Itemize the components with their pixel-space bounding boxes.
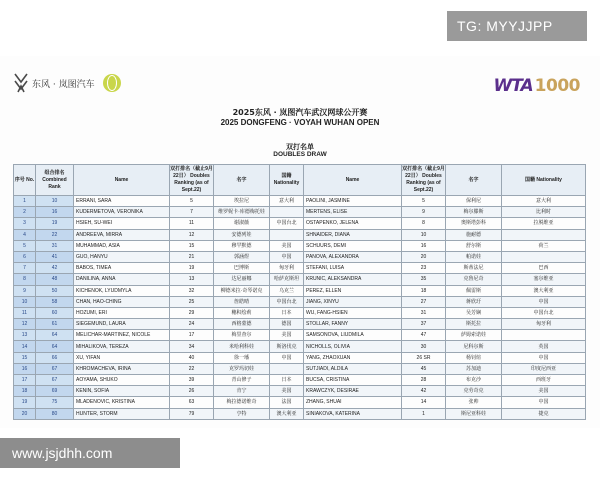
player-2-ranking: 18 [402, 285, 446, 296]
table-row [14, 240, 586, 251]
player-1-chinese-name: 青山修子 [214, 375, 270, 386]
player-1-nationality: 日本 [270, 375, 304, 386]
player-1-chinese-name: 维罗妮卡·库德梅托娃 [214, 207, 270, 218]
player-2-chinese-name: 佩雷斯 [446, 285, 502, 296]
player-2-name: SHNAIDER, DIANA [304, 229, 402, 240]
player-1-name: DANILINA, ANNA [74, 274, 170, 285]
player-1-name: KICHENOK, LYUDMYLA [74, 285, 170, 296]
player-2-name: ZHANG, SHUAI [304, 397, 402, 408]
player-1-chinese-name: 郭涵煜 [214, 251, 270, 262]
player-1-nationality: 法国 [270, 397, 304, 408]
player-1-chinese-name: 达尼丽娜 [214, 274, 270, 285]
player-2-chinese-name: 保利尼 [446, 196, 502, 207]
row-number: 4 [14, 229, 36, 240]
player-2-name: MERTENS, ELISE [304, 207, 402, 218]
player-1-nationality: 德国 [270, 319, 304, 330]
row-number: 20 [14, 408, 36, 419]
combined-rank: 69 [36, 386, 74, 397]
player-1-chinese-name: 穆罕默德 [214, 240, 270, 251]
player-2-name: SINIAKOVA, KATERINA [304, 408, 402, 419]
row-number: 11 [14, 307, 36, 318]
player-2-nationality: 中国 [502, 397, 586, 408]
player-2-chinese-name: 吴芳娴 [446, 307, 502, 318]
combined-rank: 31 [36, 240, 74, 251]
combined-rank: 75 [36, 397, 74, 408]
combined-rank: 64 [36, 341, 74, 352]
header-name-2: Name [304, 165, 402, 196]
player-1-nationality: 美国 [270, 330, 304, 341]
player-2-ranking: 31 [402, 307, 446, 318]
table-row [14, 375, 586, 386]
combined-rank: 66 [36, 352, 74, 363]
table-row [14, 408, 586, 419]
player-2-chinese-name: 斯蒂法尼 [446, 263, 502, 274]
player-2-chinese-name: 克劳奇克 [446, 386, 502, 397]
player-1-nationality: 中国台北 [270, 296, 304, 307]
player-1-ranking: 5 [170, 196, 214, 207]
row-number: 14 [14, 341, 36, 352]
table-row [14, 341, 586, 352]
player-1-nationality: 美国 [270, 240, 304, 251]
player-1-ranking: 7 [170, 207, 214, 218]
doubles-draw-table [13, 164, 586, 420]
player-2-ranking: 30 [402, 341, 446, 352]
header-name-1: Name [74, 165, 170, 196]
player-1-nationality [270, 207, 304, 218]
player-1-nationality: 匈牙利 [270, 263, 304, 274]
table-row [14, 352, 586, 363]
title-chinese: 2025东风 · 岚图汽车武汉网球公开赛 [232, 108, 368, 117]
player-2-nationality: 匈牙利 [502, 319, 586, 330]
player-2-nationality: 中国 [502, 352, 586, 363]
player-2-name: PANOVA, ALEXANDRA [304, 251, 402, 262]
combined-rank: 58 [36, 296, 74, 307]
player-2-nationality: 澳大利亚 [502, 285, 586, 296]
player-1-name: AOYAMA, SHUKO [74, 375, 170, 386]
player-1-ranking: 39 [170, 375, 214, 386]
player-2-name: KRAWCZYK, DESIRAE [304, 386, 402, 397]
player-2-ranking: 37 [402, 319, 446, 330]
wta-logo [493, 76, 580, 96]
player-1-nationality [270, 229, 304, 240]
player-2-chinese-name: 帕诺娃 [446, 251, 502, 262]
player-1-name: MUHAMMAD, ASIA [74, 240, 170, 251]
player-1-ranking: 79 [170, 408, 214, 419]
table-row [14, 330, 586, 341]
sponsor-logo [14, 72, 121, 94]
combined-rank: 16 [36, 207, 74, 218]
header-combined-rank: 组合排名 Combined Rank [36, 165, 74, 196]
player-1-nationality: 日本 [270, 307, 304, 318]
player-1-nationality: 意大利 [270, 196, 304, 207]
player-1-ranking: 25 [170, 296, 214, 307]
player-1-chinese-name: 安德列娃 [214, 229, 270, 240]
player-2-nationality: 中国台北 [502, 307, 586, 318]
subtitle-chinese: 双打名单 [286, 143, 314, 151]
header-doubles-ranking-1: 双打排名（截止9月22日） Doubles Ranking (as of Sept.22) [170, 165, 214, 196]
player-1-nationality: 乌克兰 [270, 285, 304, 296]
table-row [14, 196, 586, 207]
player-1-name: MIHALIKOVA, TEREZA [74, 341, 170, 352]
player-2-chinese-name: 舒尔斯 [446, 240, 502, 251]
player-1-chinese-name: 肯宁 [214, 386, 270, 397]
row-number: 16 [14, 363, 36, 374]
player-1-chinese-name: 亨特 [214, 408, 270, 419]
table-row [14, 274, 586, 285]
player-2-nationality: 拉脱维亚 [502, 218, 586, 229]
player-2-chinese-name: 苏加迪 [446, 363, 502, 374]
player-1-name: HOZUMI, ERI [74, 307, 170, 318]
player-2-ranking: 14 [402, 397, 446, 408]
row-number: 12 [14, 319, 36, 330]
table-row [14, 363, 586, 374]
player-2-chinese-name: 克鲁尼奇 [446, 274, 502, 285]
subtitle-english: DOUBLES DRAW [273, 151, 327, 158]
player-2-ranking: 1 [402, 408, 446, 419]
player-1-ranking: 22 [170, 363, 214, 374]
tennis-ball-icon [103, 74, 121, 92]
player-2-ranking: 28 [402, 375, 446, 386]
player-1-ranking: 34 [170, 341, 214, 352]
player-2-name: KRUNIC, ALEKSANDRA [304, 274, 402, 285]
player-2-nationality [502, 251, 586, 262]
player-2-chinese-name: 蒋欣玗 [446, 296, 502, 307]
player-1-nationality: 澳大利亚 [270, 408, 304, 419]
player-1-name: KHROMACHEVA, IRINA [74, 363, 170, 374]
player-1-chinese-name: 穗积绘莉 [214, 307, 270, 318]
header-no: 序号 No. [14, 165, 36, 196]
combined-rank: 10 [36, 196, 74, 207]
player-2-name: JIANG, XINYU [304, 296, 402, 307]
player-1-name: KUDERMETOVA, VERONIKA [74, 207, 170, 218]
player-1-name: CHAN, HAO-CHING [74, 296, 170, 307]
player-2-ranking: 20 [402, 251, 446, 262]
player-2-ranking: 5 [402, 196, 446, 207]
player-1-chinese-name: 徐一璠 [214, 352, 270, 363]
player-2-name: SUTJIADI, ALDILA [304, 363, 402, 374]
player-2-name: SCHUURS, DEMI [304, 240, 402, 251]
player-2-nationality [502, 330, 586, 341]
player-1-chinese-name: 巴博斯 [214, 263, 270, 274]
player-1-ranking: 17 [170, 330, 214, 341]
player-1-name: HSIEH, SU-WEI [74, 218, 170, 229]
player-2-name: WU, FANG-HSIEN [304, 307, 402, 318]
player-2-ranking: 26 SR [402, 352, 446, 363]
player-2-chinese-name: 布克沙 [446, 375, 502, 386]
player-1-chinese-name: 柳德米拉·奇琴诺克 [214, 285, 270, 296]
combined-rank: 64 [36, 330, 74, 341]
player-1-nationality [270, 363, 304, 374]
row-number: 13 [14, 330, 36, 341]
player-2-ranking: 27 [402, 296, 446, 307]
player-2-nationality: 荷兰 [502, 240, 586, 251]
site-watermark: www.jsjdhh.com [0, 438, 180, 468]
player-2-nationality: 中国 [502, 296, 586, 307]
player-2-chinese-name: 施耐德 [446, 229, 502, 240]
table-row [14, 296, 586, 307]
row-number: 8 [14, 274, 36, 285]
sponsor-logo-text: 东风 · 岚图汽车 [32, 79, 95, 90]
player-2-nationality: 塞尔维亚 [502, 274, 586, 285]
player-1-nationality: 美国 [270, 386, 304, 397]
player-2-name: PEREZ, ELLEN [304, 285, 402, 296]
combined-rank: 60 [36, 307, 74, 318]
row-number: 1 [14, 196, 36, 207]
player-2-chinese-name: 梅尔滕斯 [446, 207, 502, 218]
player-2-nationality: 印度尼西亚 [502, 363, 586, 374]
row-number: 10 [14, 296, 36, 307]
row-number: 19 [14, 397, 36, 408]
player-2-chinese-name: 尼科尔斯 [446, 341, 502, 352]
table-row [14, 207, 586, 218]
player-1-ranking: 13 [170, 274, 214, 285]
player-2-name: NICHOLLS, OLIVIA [304, 341, 402, 352]
player-1-name: MELICHAR-MARTINEZ, NICOLE [74, 330, 170, 341]
player-2-chinese-name: 斯托拉 [446, 319, 502, 330]
player-2-chinese-name: 奥斯塔彭科 [446, 218, 502, 229]
player-1-name: MLADENOVIC, KRISTINA [74, 397, 170, 408]
player-2-name: STEFANI, LUISA [304, 263, 402, 274]
player-1-ranking: 19 [170, 263, 214, 274]
header-nationality-1: 国籍 Nationality [270, 165, 304, 196]
player-1-name: SIEGEMUND, LAURA [74, 319, 170, 330]
table-row [14, 251, 586, 262]
header-doubles-ranking-2: 双打排名（截止9月22日） Doubles Ranking (as of Sept.22) [402, 165, 446, 196]
player-1-chinese-name: 埃拉尼 [214, 196, 270, 207]
player-2-chinese-name: 萨姆索诺娃 [446, 330, 502, 341]
player-1-ranking: 24 [170, 319, 214, 330]
combined-rank: 50 [36, 285, 74, 296]
player-1-chinese-name: 克罗玛切娃 [214, 363, 270, 374]
player-1-nationality: 中国台北 [270, 218, 304, 229]
table-row [14, 386, 586, 397]
player-1-ranking: 29 [170, 307, 214, 318]
player-2-nationality: 巴西 [502, 263, 586, 274]
header-nationality-2: 国籍 Nationality [502, 165, 586, 196]
draw-sheet [0, 56, 600, 428]
player-1-ranking: 15 [170, 240, 214, 251]
dongfeng-logo-icon [14, 72, 28, 94]
player-2-ranking: 45 [402, 363, 446, 374]
player-1-nationality: 斯洛伐克 [270, 341, 304, 352]
player-2-name: YANG, ZHAOXUAN [304, 352, 402, 363]
row-number: 3 [14, 218, 36, 229]
player-1-name: ERRANI, SARA [74, 196, 170, 207]
table-header-row [14, 165, 586, 196]
combined-rank: 42 [36, 263, 74, 274]
row-number: 15 [14, 352, 36, 363]
player-2-ranking: 9 [402, 207, 446, 218]
player-2-ranking: 42 [402, 386, 446, 397]
player-2-chinese-name: 杨钊煊 [446, 352, 502, 363]
player-2-name: SAMSONOVA, LIUDMILA [304, 330, 402, 341]
player-1-chinese-name: 谢淑薇 [214, 218, 270, 229]
player-1-ranking: 32 [170, 285, 214, 296]
player-1-ranking: 12 [170, 229, 214, 240]
player-2-name: PAOLINI, JASMINE [304, 196, 402, 207]
player-2-name: OSTAPENKO, JELENA [304, 218, 402, 229]
wta-logo-text: WTA [493, 76, 533, 96]
player-1-name: ANDREEVA, MIRRA [74, 229, 170, 240]
table-row [14, 307, 586, 318]
player-1-ranking: 21 [170, 251, 214, 262]
player-1-name: KENIN, SOFIA [74, 386, 170, 397]
player-1-name: BABOS, TIMEA [74, 263, 170, 274]
player-2-nationality: 比利时 [502, 207, 586, 218]
player-2-name: BUCSA, CRISTINA [304, 375, 402, 386]
combined-rank: 48 [36, 274, 74, 285]
table-row [14, 218, 586, 229]
row-number: 2 [14, 207, 36, 218]
player-2-nationality [502, 229, 586, 240]
player-1-ranking: 11 [170, 218, 214, 229]
player-2-ranking: 8 [402, 218, 446, 229]
player-1-ranking: 26 [170, 386, 214, 397]
wta-tier-number: 1000 [534, 76, 580, 96]
player-2-nationality: 西班牙 [502, 375, 586, 386]
table-row [14, 397, 586, 408]
player-2-nationality: 英国 [502, 341, 586, 352]
player-2-chinese-name: 张帅 [446, 397, 502, 408]
row-number: 9 [14, 285, 36, 296]
player-1-ranking: 63 [170, 397, 214, 408]
table-row [14, 319, 586, 330]
player-2-nationality: 美国 [502, 386, 586, 397]
combined-rank: 41 [36, 251, 74, 262]
row-number: 18 [14, 386, 36, 397]
player-1-chinese-name: 西格蒙德 [214, 319, 270, 330]
player-1-nationality: 中国 [270, 251, 304, 262]
title-english: 2025 DONGFENG · VOYAH WUHAN OPEN [220, 118, 380, 127]
player-2-nationality: 意大利 [502, 196, 586, 207]
combined-rank: 67 [36, 375, 74, 386]
player-2-ranking: 10 [402, 229, 446, 240]
player-1-chinese-name: 詹皓晴 [214, 296, 270, 307]
header-chinese-name-1: 名字 [214, 165, 270, 196]
player-2-ranking: 23 [402, 263, 446, 274]
player-1-nationality: 哈萨克斯坦 [270, 274, 304, 285]
row-number: 7 [14, 263, 36, 274]
player-1-chinese-name: 梅里查尔 [214, 330, 270, 341]
player-1-nationality: 中国 [270, 352, 304, 363]
row-number: 5 [14, 240, 36, 251]
combined-rank: 67 [36, 363, 74, 374]
player-2-ranking: 35 [402, 274, 446, 285]
table-row [14, 285, 586, 296]
telegram-badge: TG: MYYJJPP [447, 11, 587, 41]
combined-rank: 80 [36, 408, 74, 419]
player-2-ranking: 47 [402, 330, 446, 341]
table-row [14, 263, 586, 274]
row-number: 6 [14, 251, 36, 262]
combined-rank: 22 [36, 229, 74, 240]
player-1-chinese-name: 梅拉德诺维奇 [214, 397, 270, 408]
player-1-name: XU, YIFAN [74, 352, 170, 363]
player-2-ranking: 16 [402, 240, 446, 251]
table-row [14, 229, 586, 240]
player-2-chinese-name: 斯尼亚科娃 [446, 408, 502, 419]
player-2-nationality: 捷克 [502, 408, 586, 419]
combined-rank: 61 [36, 319, 74, 330]
player-1-name: GUO, HANYU [74, 251, 170, 262]
combined-rank: 19 [36, 218, 74, 229]
player-1-ranking: 40 [170, 352, 214, 363]
player-2-name: STOLLAR, FANNY [304, 319, 402, 330]
row-number: 17 [14, 375, 36, 386]
header-chinese-name-2: 名字 [446, 165, 502, 196]
player-1-chinese-name: 米哈利科娃 [214, 341, 270, 352]
player-1-name: HUNTER, STORM [74, 408, 170, 419]
